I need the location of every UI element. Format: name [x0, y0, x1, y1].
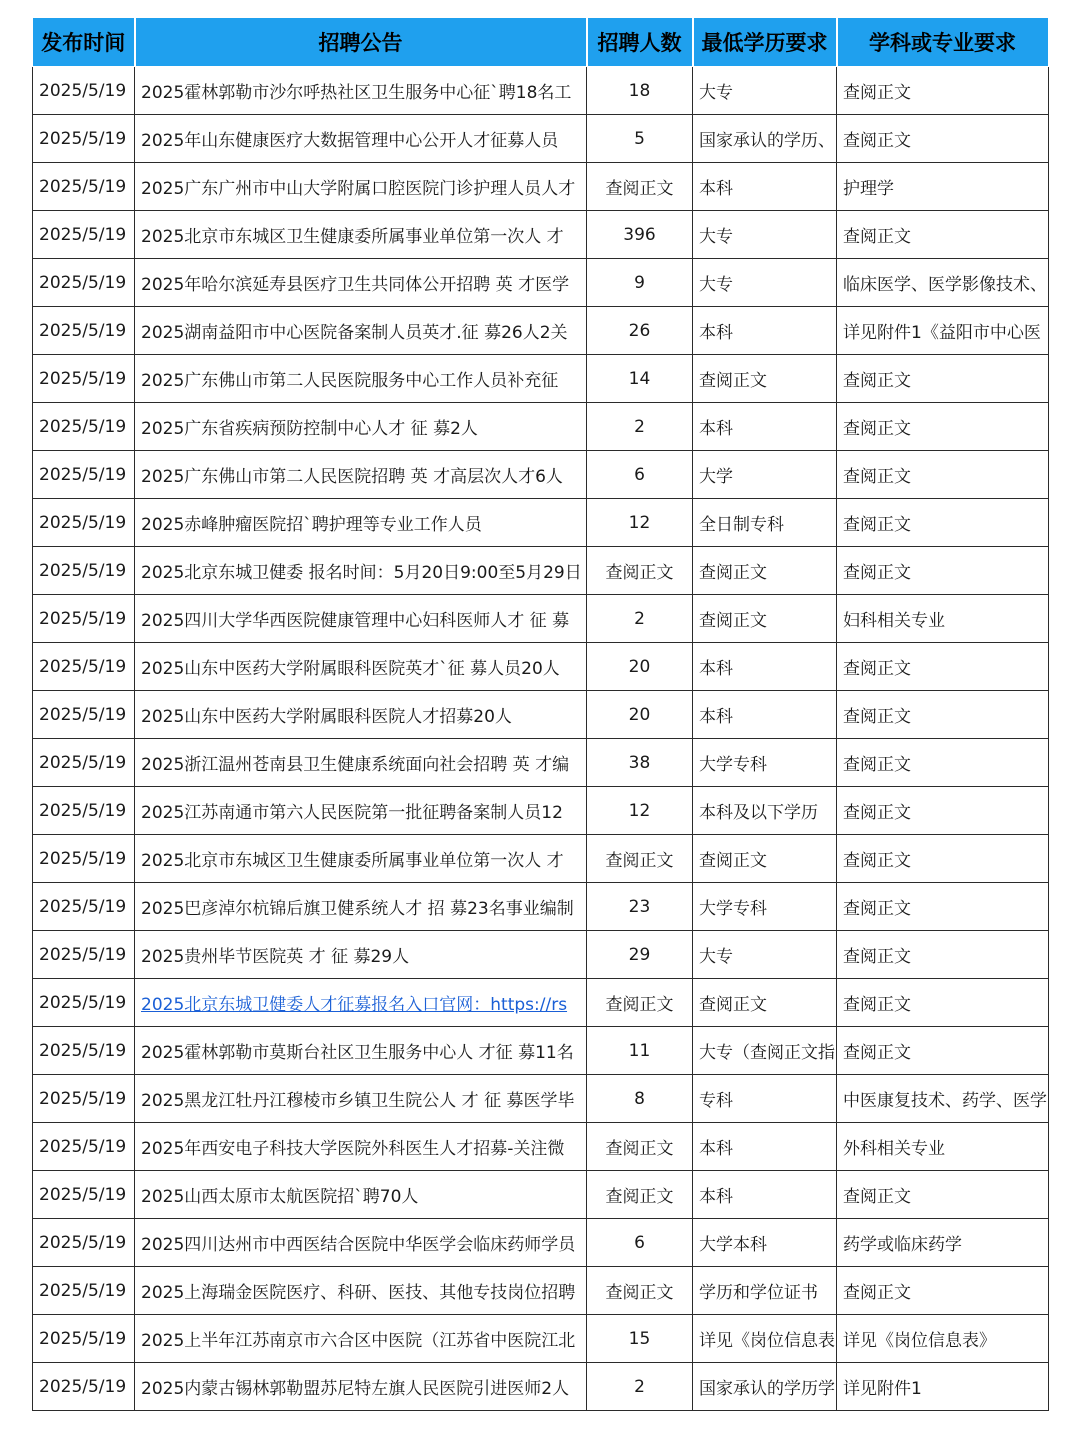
cell-title[interactable]: 2025上海瑞金医院医疗、科研、医技、其他专技岗位招聘	[135, 1267, 587, 1315]
cell-count[interactable]: 20	[587, 643, 693, 691]
cell-major[interactable]: 详见附件1《益阳市中心医	[837, 307, 1049, 355]
cell-education[interactable]: 本科	[693, 163, 837, 211]
cell-count[interactable]: 查阅正文	[587, 1171, 693, 1219]
cell-count[interactable]: 12	[587, 499, 693, 547]
cell-count[interactable]: 11	[587, 1027, 693, 1075]
cell-major[interactable]: 查阅正文	[837, 211, 1049, 259]
cell-count[interactable]: 6	[587, 1219, 693, 1267]
cell-major[interactable]: 查阅正文	[837, 499, 1049, 547]
cell-major[interactable]: 详见《岗位信息表》	[837, 1315, 1049, 1363]
cell-count[interactable]: 29	[587, 931, 693, 979]
cell-title[interactable]: 2025广东佛山市第二人民医院服务中心工作人员补充征	[135, 355, 587, 403]
table-row[interactable]	[33, 1027, 1049, 1075]
table-row[interactable]	[33, 1315, 1049, 1363]
cell-title[interactable]: 2025赤峰肿瘤医院招`聘护理等专业工作人员	[135, 499, 587, 547]
cell-count[interactable]: 20	[587, 691, 693, 739]
cell-education[interactable]: 国家承认的学历、	[693, 115, 837, 163]
cell-education[interactable]: 查阅正文	[693, 355, 837, 403]
cell-education[interactable]: 查阅正文	[693, 835, 837, 883]
cell-major[interactable]: 临床医学、医学影像技术、	[837, 259, 1049, 307]
cell-title[interactable]: 2025上半年江苏南京市六合区中医院（江苏省中医院江北	[135, 1315, 587, 1363]
spreadsheet	[32, 17, 1048, 1411]
table-row[interactable]	[33, 931, 1049, 979]
table-row[interactable]	[33, 595, 1049, 643]
cell-education[interactable]: 本科	[693, 691, 837, 739]
cell-date[interactable]: 2025/5/19	[33, 1219, 135, 1267]
cell-title[interactable]	[135, 979, 587, 1027]
cell-date[interactable]: 2025/5/19	[33, 547, 135, 595]
cell-major[interactable]: 查阅正文	[837, 67, 1049, 115]
cell-education[interactable]: 全日制专科	[693, 499, 837, 547]
cell-education[interactable]: 详见《岗位信息表	[693, 1315, 837, 1363]
table-row[interactable]	[33, 211, 1049, 259]
cell-education[interactable]: 大学	[693, 451, 837, 499]
cell-major[interactable]: 查阅正文	[837, 931, 1049, 979]
cell-education[interactable]: 查阅正文	[693, 979, 837, 1027]
header-major[interactable]: 学科或专业要求	[837, 18, 1049, 67]
recruitment-table	[32, 17, 1050, 1411]
cell-count[interactable]: 8	[587, 1075, 693, 1123]
cell-major[interactable]: 详见附件1	[837, 1363, 1049, 1411]
cell-education[interactable]: 学历和学位证书	[693, 1267, 837, 1315]
cell-title[interactable]: 2025黑龙江牡丹江穆棱市乡镇卫生院公人 才 征 募医学毕	[135, 1075, 587, 1123]
cell-major[interactable]: 妇科相关专业	[837, 595, 1049, 643]
cell-count[interactable]: 查阅正文	[587, 1267, 693, 1315]
header-education[interactable]: 最低学历要求	[693, 18, 837, 67]
cell-date[interactable]: 2025/5/19	[33, 451, 135, 499]
cell-education[interactable]: 本科及以下学历	[693, 787, 837, 835]
table-row[interactable]	[33, 115, 1049, 163]
cell-education[interactable]: 国家承认的学历学	[693, 1363, 837, 1411]
cell-date[interactable]: 2025/5/19	[33, 883, 135, 931]
cell-title[interactable]: 2025年哈尔滨延寿县医疗卫生共同体公开招聘 英 才医学	[135, 259, 587, 307]
cell-major[interactable]: 查阅正文	[837, 547, 1049, 595]
cell-title[interactable]: 2025年西安电子科技大学医院外科医生人才招募-关注微	[135, 1123, 587, 1171]
cell-major[interactable]: 查阅正文	[837, 1267, 1049, 1315]
cell-count[interactable]: 26	[587, 307, 693, 355]
cell-date[interactable]: 2025/5/19	[33, 1123, 135, 1171]
header-title[interactable]: 招聘公告	[135, 18, 587, 67]
cell-date[interactable]: 2025/5/19	[33, 595, 135, 643]
cell-date[interactable]: 2025/5/19	[33, 1363, 135, 1411]
cell-education[interactable]: 查阅正文	[693, 595, 837, 643]
cell-count[interactable]: 23	[587, 883, 693, 931]
cell-education[interactable]: 本科	[693, 1171, 837, 1219]
cell-title[interactable]: 2025年山东健康医疗大数据管理中心公开人才征募人员	[135, 115, 587, 163]
cell-education[interactable]: 大专（查阅正文指	[693, 1027, 837, 1075]
cell-education[interactable]: 本科	[693, 1123, 837, 1171]
table-row[interactable]	[33, 355, 1049, 403]
cell-title[interactable]: 2025巴彦淖尔杭锦后旗卫健系统人才 招 募23名事业编制	[135, 883, 587, 931]
cell-date[interactable]: 2025/5/19	[33, 1027, 135, 1075]
cell-title[interactable]: 2025四川大学华西医院健康管理中心妇科医师人才 征 募	[135, 595, 587, 643]
cell-education[interactable]: 大专	[693, 211, 837, 259]
cell-education[interactable]: 大学专科	[693, 883, 837, 931]
cell-date[interactable]: 2025/5/19	[33, 499, 135, 547]
table-row[interactable]	[33, 451, 1049, 499]
cell-major[interactable]: 查阅正文	[837, 691, 1049, 739]
cell-major[interactable]: 查阅正文	[837, 787, 1049, 835]
table-row[interactable]	[33, 307, 1049, 355]
cell-major[interactable]: 查阅正文	[837, 643, 1049, 691]
cell-date[interactable]: 2025/5/19	[33, 403, 135, 451]
table-row[interactable]	[33, 979, 1049, 1027]
cell-count[interactable]: 查阅正文	[587, 1123, 693, 1171]
cell-count[interactable]: 2	[587, 1363, 693, 1411]
cell-major[interactable]: 查阅正文	[837, 115, 1049, 163]
table-row[interactable]	[33, 499, 1049, 547]
cell-date[interactable]: 2025/5/19	[33, 787, 135, 835]
table-row[interactable]	[33, 547, 1049, 595]
cell-title[interactable]: 2025山东中医药大学附属眼科医院人才招募20人	[135, 691, 587, 739]
cell-education[interactable]: 专科	[693, 1075, 837, 1123]
cell-title[interactable]: 2025广东佛山市第二人民医院招聘 英 才高层次人才6人	[135, 451, 587, 499]
cell-title[interactable]: 2025内蒙古锡林郭勒盟苏尼特左旗人民医院引进医师2人	[135, 1363, 587, 1411]
cell-count[interactable]: 12	[587, 787, 693, 835]
cell-title[interactable]: 2025霍林郭勒市沙尔呼热社区卫生服务中心征`聘18名工	[135, 67, 587, 115]
cell-education[interactable]: 查阅正文	[693, 547, 837, 595]
table-row[interactable]	[33, 1123, 1049, 1171]
cell-major[interactable]: 中医康复技术、药学、医学	[837, 1075, 1049, 1123]
cell-date[interactable]: 2025/5/19	[33, 1075, 135, 1123]
header-count[interactable]: 招聘人数	[587, 18, 693, 67]
cell-major[interactable]: 查阅正文	[837, 355, 1049, 403]
cell-count[interactable]: 2	[587, 595, 693, 643]
cell-date[interactable]: 2025/5/19	[33, 979, 135, 1027]
table-row[interactable]	[33, 1075, 1049, 1123]
header-row	[33, 18, 1049, 67]
table-row[interactable]	[33, 259, 1049, 307]
cell-date[interactable]: 2025/5/19	[33, 739, 135, 787]
cell-education[interactable]: 大学本科	[693, 1219, 837, 1267]
cell-date[interactable]: 2025/5/19	[33, 835, 135, 883]
cell-date[interactable]: 2025/5/19	[33, 643, 135, 691]
cell-major[interactable]: 查阅正文	[837, 1171, 1049, 1219]
cell-count[interactable]: 9	[587, 259, 693, 307]
cell-date[interactable]: 2025/5/19	[33, 115, 135, 163]
cell-date[interactable]: 2025/5/19	[33, 1171, 135, 1219]
cell-title[interactable]: 2025江苏南通市第六人民医院第一批征聘备案制人员12	[135, 787, 587, 835]
cell-major[interactable]: 查阅正文	[837, 739, 1049, 787]
cell-date[interactable]: 2025/5/19	[33, 1315, 135, 1363]
cell-title[interactable]: 2025广东广州市中山大学附属口腔医院门诊护理人员人才	[135, 163, 587, 211]
table-row[interactable]	[33, 883, 1049, 931]
cell-education[interactable]: 大专	[693, 67, 837, 115]
cell-major[interactable]: 查阅正文	[837, 835, 1049, 883]
table-row[interactable]	[33, 1171, 1049, 1219]
table-row[interactable]	[33, 1219, 1049, 1267]
cell-date[interactable]: 2025/5/19	[33, 1267, 135, 1315]
cell-count[interactable]: 2	[587, 403, 693, 451]
table-row[interactable]	[33, 739, 1049, 787]
cell-title[interactable]: 2025四川达州市中西医结合医院中华医学会临床药师学员	[135, 1219, 587, 1267]
cell-date[interactable]: 2025/5/19	[33, 355, 135, 403]
cell-date[interactable]: 2025/5/19	[33, 163, 135, 211]
cell-title[interactable]: 2025贵州毕节医院英 才 征 募29人	[135, 931, 587, 979]
cell-count[interactable]: 查阅正文	[587, 163, 693, 211]
table-row[interactable]	[33, 403, 1049, 451]
cell-education[interactable]: 本科	[693, 403, 837, 451]
cell-count[interactable]: 5	[587, 115, 693, 163]
cell-title[interactable]: 2025湖南益阳市中心医院备案制人员英才.征 募26人2关	[135, 307, 587, 355]
cell-count[interactable]: 6	[587, 451, 693, 499]
table-row[interactable]	[33, 787, 1049, 835]
cell-education[interactable]: 大专	[693, 931, 837, 979]
table-row[interactable]	[33, 643, 1049, 691]
cell-title[interactable]: 2025山西太原市太航医院招`聘70人	[135, 1171, 587, 1219]
cell-title[interactable]: 2025山东中医药大学附属眼科医院英才`征 募人员20人	[135, 643, 587, 691]
table-row[interactable]	[33, 835, 1049, 883]
cell-count[interactable]: 14	[587, 355, 693, 403]
cell-major[interactable]: 查阅正文	[837, 1027, 1049, 1075]
cell-count[interactable]: 查阅正文	[587, 979, 693, 1027]
cell-education[interactable]: 大专	[693, 259, 837, 307]
cell-count[interactable]: 38	[587, 739, 693, 787]
table-row[interactable]	[33, 1363, 1049, 1411]
cell-count[interactable]: 15	[587, 1315, 693, 1363]
cell-education[interactable]: 本科	[693, 307, 837, 355]
cell-major[interactable]: 外科相关专业	[837, 1123, 1049, 1171]
table-row[interactable]	[33, 691, 1049, 739]
table-body	[33, 67, 1049, 1411]
cell-date[interactable]: 2025/5/19	[33, 211, 135, 259]
cell-major[interactable]: 护理学	[837, 163, 1049, 211]
cell-title[interactable]: 2025广东省疾病预防控制中心人才 征 募2人	[135, 403, 587, 451]
cell-date[interactable]: 2025/5/19	[33, 259, 135, 307]
cell-date[interactable]: 2025/5/19	[33, 931, 135, 979]
cell-count[interactable]: 查阅正文	[587, 835, 693, 883]
cell-education[interactable]: 大学专科	[693, 739, 837, 787]
table-row[interactable]	[33, 1267, 1049, 1315]
header-date[interactable]: 发布时间	[33, 18, 135, 67]
cell-education[interactable]: 本科	[693, 643, 837, 691]
title-link[interactable]: 2025北京东城卫健委人才征募报名入口官网：https://rs	[141, 995, 568, 1015]
cell-date[interactable]: 2025/5/19	[33, 691, 135, 739]
cell-major[interactable]: 查阅正文	[837, 979, 1049, 1027]
cell-major[interactable]: 药学或临床药学	[837, 1219, 1049, 1267]
cell-title[interactable]: 2025浙江温州苍南县卫生健康系统面向社会招聘 英 才编	[135, 739, 587, 787]
table-row[interactable]	[33, 163, 1049, 211]
cell-major[interactable]: 查阅正文	[837, 883, 1049, 931]
cell-major[interactable]: 查阅正文	[837, 403, 1049, 451]
cell-count[interactable]: 18	[587, 67, 693, 115]
cell-title[interactable]: 2025北京市东城区卫生健康委所属事业单位第一次人 才	[135, 211, 587, 259]
cell-date[interactable]: 2025/5/19	[33, 307, 135, 355]
cell-title[interactable]: 2025霍林郭勒市莫斯台社区卫生服务中心人 才征 募11名	[135, 1027, 587, 1075]
cell-count[interactable]: 396	[587, 211, 693, 259]
cell-title[interactable]: 2025北京市东城区卫生健康委所属事业单位第一次人 才	[135, 835, 587, 883]
table-row[interactable]	[33, 67, 1049, 115]
cell-count[interactable]: 查阅正文	[587, 547, 693, 595]
cell-date[interactable]: 2025/5/19	[33, 67, 135, 115]
cell-title[interactable]: 2025北京东城卫健委 报名时间：5月20日9:00至5月29日	[135, 547, 587, 595]
cell-major[interactable]: 查阅正文	[837, 451, 1049, 499]
